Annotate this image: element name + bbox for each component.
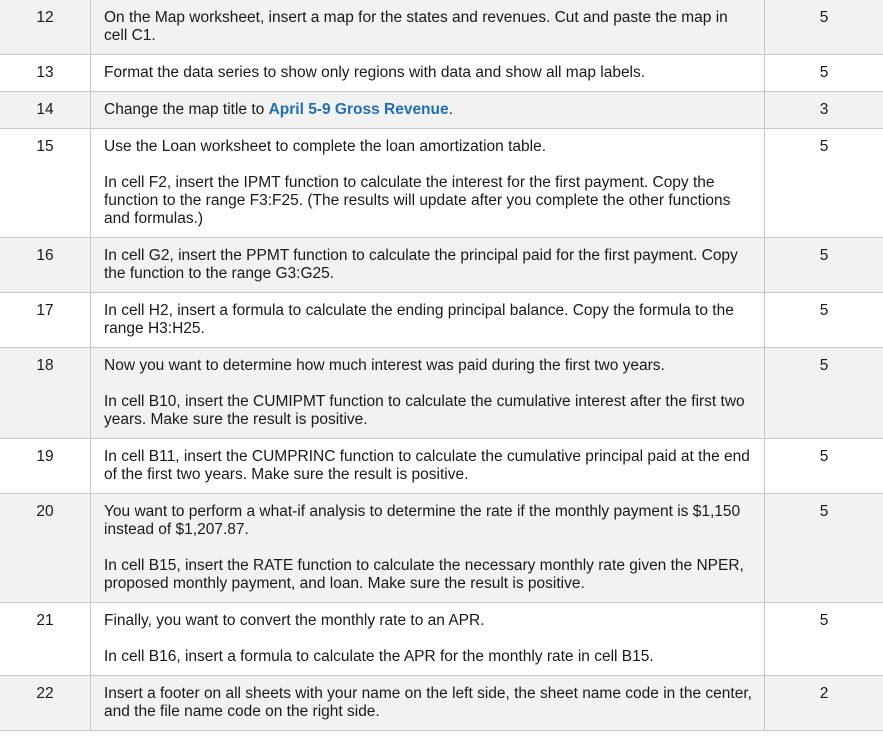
step-description [91,676,765,731]
step-row [0,676,883,731]
step-number: 15 [0,129,91,238]
description-text: In cell B15, insert the RATE function to calculate the necessary monthly rate given the NPER, proposed monthly payment, and loan. Make sure the result is positive. [104,557,744,592]
description-paragraph [104,393,754,429]
step-description [91,0,765,55]
description-paragraph [104,357,754,375]
step-row [0,129,883,238]
step-number: 18 [0,348,91,439]
step-description [91,92,765,129]
step-row [0,348,883,439]
description-text: In cell B10, insert the CUMIPMT function to calculate the cumulative interest after the first two years. Make sure the result is positive. [104,393,745,428]
step-points: 5 [765,439,883,494]
description-text: . [448,101,453,118]
step-description [91,348,765,439]
step-number: 19 [0,439,91,494]
description-paragraph [104,174,754,228]
description-text: Use the Loan worksheet to complete the loan amortization table. [104,138,547,155]
description-paragraph [104,101,754,119]
step-points: 5 [765,238,883,293]
step-points: 5 [765,293,883,348]
step-row [0,494,883,603]
description-text: In cell F2, insert the IPMT function to calculate the interest for the first payment. Copy the function to the range F3:F25. (The results will update after you complete the other functions and formulas.) [104,174,731,227]
step-points: 5 [765,494,883,603]
step-row [0,55,883,92]
step-row [0,439,883,494]
description-text: You want to perform a what-if analysis to determine the rate if the monthly payment is $1,150 instead of $1,207.87. [104,503,741,538]
step-row [0,238,883,293]
step-points: 3 [765,92,883,129]
description-paragraph [104,648,754,666]
description-text: In cell G2, insert the PPMT function to calculate the principal paid for the first payment. Copy the function to the range G3:G25. [104,247,738,282]
step-points: 5 [765,0,883,55]
step-description [91,494,765,603]
step-points: 5 [765,55,883,92]
highlighted-text: April 5-9 Gross Revenue [268,101,449,118]
step-row [0,0,883,55]
description-paragraph [104,557,754,593]
step-number: 22 [0,676,91,731]
step-row [0,92,883,129]
description-text: Change the map title to [104,101,269,118]
step-row [0,293,883,348]
description-paragraph [104,9,754,45]
step-description [91,439,765,494]
description-paragraph [104,64,754,82]
description-text: Finally, you want to convert the monthly rate to an APR. [104,612,485,629]
description-text: In cell B16, insert a formula to calculate the APR for the monthly rate in cell B15. [104,648,654,665]
step-number: 13 [0,55,91,92]
description-paragraph [104,247,754,283]
description-text: Insert a footer on all sheets with your name on the left side, the sheet name code in the center, and the file name code on the right side. [104,685,752,720]
step-number: 21 [0,603,91,676]
description-paragraph [104,138,754,156]
description-paragraph [104,302,754,338]
step-row [0,603,883,676]
description-text: On the Map worksheet, insert a map for the states and revenues. Cut and paste the map in cell C1. [104,9,728,44]
description-text: Format the data series to show only regions with data and show all map labels. [104,64,646,81]
description-paragraph [104,612,754,630]
step-points: 5 [765,129,883,238]
description-text: In cell H2, insert a formula to calculate the ending principal balance. Copy the formula to the range H3:H25. [104,302,734,337]
step-description [91,129,765,238]
description-text: In cell B11, insert the CUMPRINC function to calculate the cumulative principal paid at the end of the first two years. Make sure the result is positive. [104,448,750,483]
step-number: 20 [0,494,91,603]
step-points: 2 [765,676,883,731]
step-points: 5 [765,603,883,676]
description-paragraph [104,448,754,484]
step-description [91,603,765,676]
step-description [91,238,765,293]
description-paragraph [104,685,754,721]
step-description [91,55,765,92]
step-number: 14 [0,92,91,129]
description-paragraph [104,503,754,539]
description-text: Now you want to determine how much interest was paid during the first two years. [104,357,665,374]
step-description [91,293,765,348]
step-points: 5 [765,348,883,439]
step-number: 16 [0,238,91,293]
step-number: 12 [0,0,91,55]
step-number: 17 [0,293,91,348]
